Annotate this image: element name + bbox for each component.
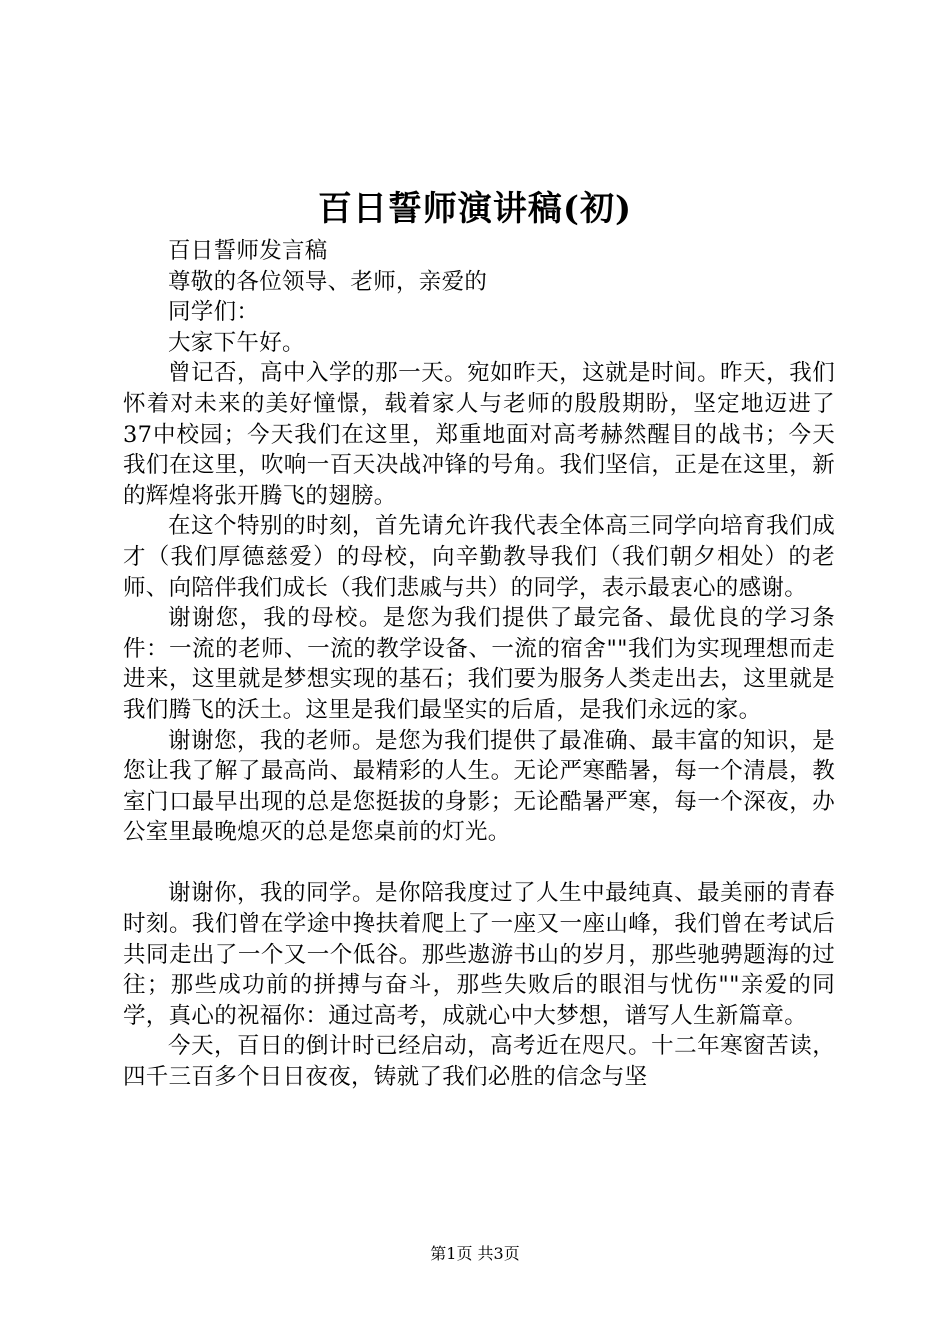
paragraph-salutation-cont: 同学们：: [168, 299, 260, 326]
paragraph: 在这个特别的时刻，首先请允许我代表全体高三同学向培育我们成才（我们厚德慈爱）的母校，向辛勤教导我们（我们朝夕相处）的老师、向陪伴我们成长（我们悲戚与共）的同学，表示最衷心的感谢。: [123, 513, 835, 601]
paragraph-salutation: 尊敬的各位领导、老师，亲爱的: [168, 268, 488, 295]
paragraph: 今天，百日的倒计时已经启动，高考近在咫尺。十二年寒窗苦读，四千三百多个日日夜夜，铸就了我们必胜的信念与坚: [123, 1033, 835, 1091]
paragraph: 谢谢你，我的同学。是你陪我度过了人生中最纯真、最美丽的青春时刻。我们曾在学途中搀扶着爬上了一座又一座山峰，我们曾在考试后共同走出了一个又一个低谷。那些遨游书山的岁月，那些驰骋题海的过往；那些成功前的拼搏与奋斗，那些失败后的眼泪与忧伤""亲爱的同学，真心的祝福你：通过高考，成就心中大梦想，谱写人生新篇章。: [123, 880, 835, 1029]
paragraph-greeting: 大家下午好。: [168, 329, 305, 356]
document-title: 百日誓师演讲稿(初): [317, 189, 633, 229]
paragraph-heading: 百日誓师发言稿: [168, 238, 328, 264]
paragraph: 谢谢您，我的母校。是您为我们提供了最完备、最优良的学习条件：一流的老师、一流的教学设备、一流的宿舍""我们为实现理想而走进来，这里就是梦想实现的基石；我们要为服务人类走出去，这里就是我们腾飞的沃土。这里是我们最坚实的后盾，是我们永远的家。: [123, 605, 835, 723]
paragraph: 曾记否，高中入学的那一天。宛如昨天，这就是时间。昨天，我们怀着对未来的美好憧憬，载着家人与老师的殷殷期盼，坚定地迈进了37中校园；今天我们在这里，郑重地面对高考赫然醒目的战书；今天我们在这里，吹响一百天决战冲锋的号角。我们坚信，正是在这里，新的辉煌将张开腾飞的翅膀。: [123, 360, 835, 509]
document-body: [123, 236, 835, 1093]
page-footer: 第1页 共3页: [430, 1244, 520, 1263]
paragraph: 谢谢您，我的老师。是您为我们提供了最准确、最丰富的知识，是您让我了解了最高尚、最精彩的人生。无论严寒酷暑，每一个清晨，教室门口最早出现的总是您挺拔的身影；无论酷暑严寒，每一个深夜，办公室里最晚熄灭的总是您桌前的灯光。: [123, 727, 835, 846]
